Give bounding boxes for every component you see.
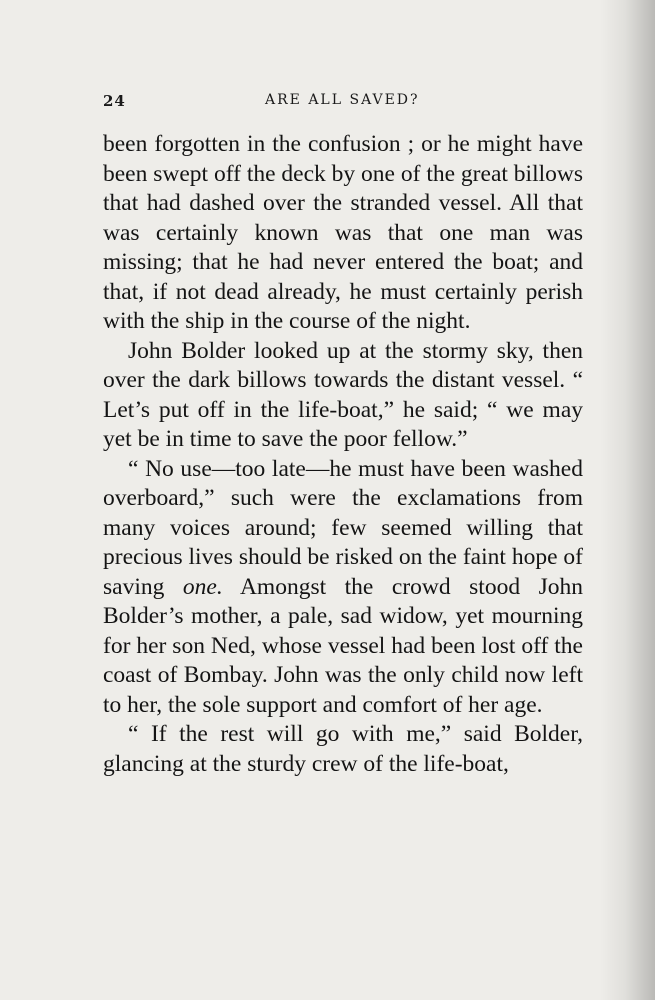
paragraph-text: been forgotten in the confusion ; or he might have been swept off the deck by one of the great billows that had dashed over the stranded vessel. All that was certainly known was that one man was missing; that he had never entered the boat; and that, if not dead already, he must certainly perish with the ship in the course of the night.: [103, 131, 583, 334]
emphasized-word: one.: [182, 573, 223, 600]
paragraph-1: [103, 130, 583, 337]
paragraph-text: “ No use—too late—he must have been washed overboard,” such were the exclamations from many voices around; few seemed willing that precious lives should be risked on the faint hope of saving: [103, 455, 583, 600]
page-number: 24: [103, 92, 126, 110]
paragraph-text: “ If the rest will go with me,” said Bolder, glancing at the sturdy crew of the life-boat,: [103, 721, 583, 777]
paragraph-2: [103, 337, 583, 455]
running-head: ARE ALL SAVED?: [265, 92, 420, 108]
paragraph-3: [103, 455, 583, 721]
body-text: [103, 130, 583, 779]
paragraph-text: John Bolder looked up at the stormy sky, then over the dark billows towards the distant vessel. “ Let’s put off in the life-boat,” he said; “ we may yet be in time to save the poor fellow.”: [103, 337, 583, 452]
paragraph-text: Amongst the crowd stood John Bolder’s mother, a pale, sad widow, yet mourning for her son Ned, whose vessel had been lost off the coast of Bombay. John was the only child now left to her, the sole support and comfort of her age.: [103, 573, 583, 718]
page-header: [103, 92, 583, 116]
paragraph-4: [103, 720, 583, 779]
